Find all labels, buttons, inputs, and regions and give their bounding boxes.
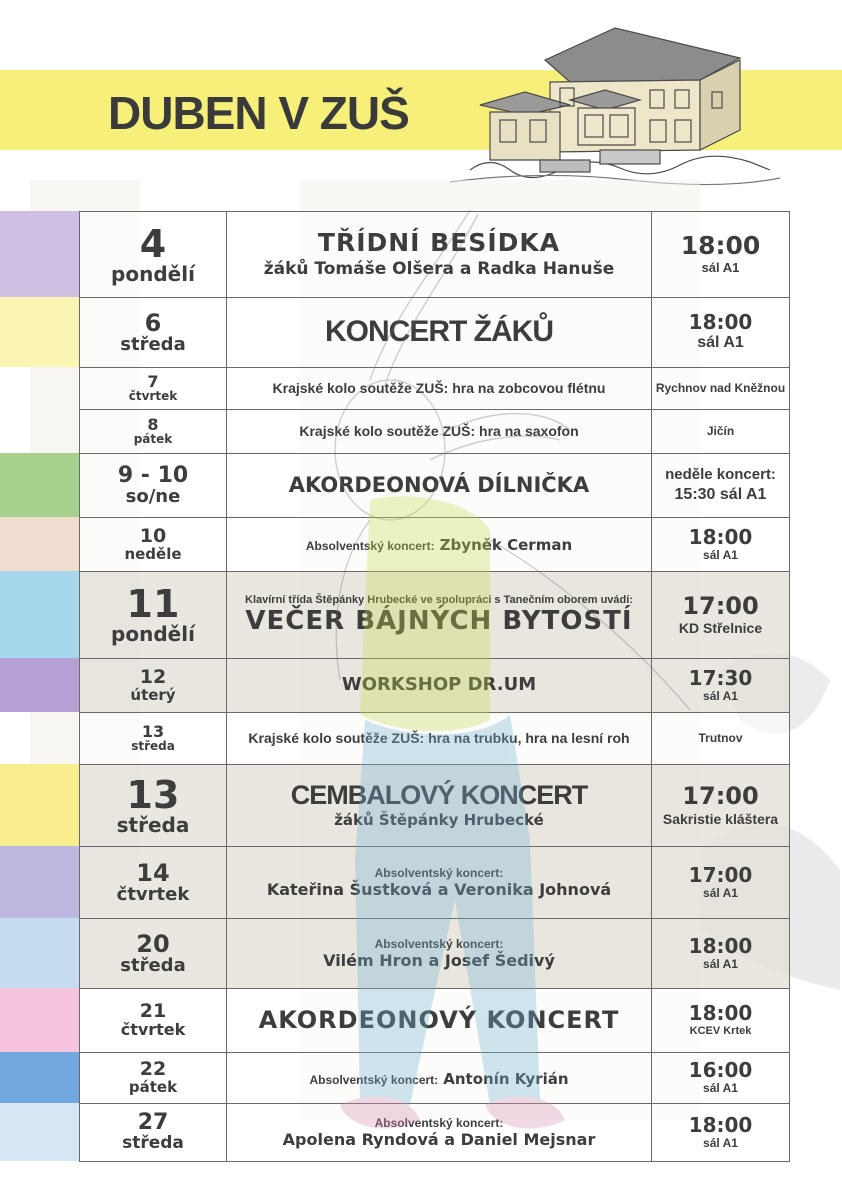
table-row <box>80 454 790 518</box>
event-time: 18:00 <box>688 310 753 335</box>
event-title: KONCERT ŽÁKŮ <box>325 315 553 349</box>
event-title: Vilém Hron a Josef Šedivý <box>323 951 555 971</box>
date-cell <box>80 847 227 919</box>
page-title: DUBEN V ZUŠ <box>108 87 409 139</box>
time-cell <box>652 212 790 298</box>
event-time: 17:30 <box>688 665 753 690</box>
color-strip <box>0 211 79 297</box>
event-day: so/ne <box>125 485 181 507</box>
event-cell <box>227 410 652 454</box>
event-cell <box>227 919 652 989</box>
event-date: 6 <box>144 308 162 337</box>
color-strip <box>0 658 79 712</box>
event-prefix: Absolventský koncert: <box>374 1115 504 1130</box>
color-strip <box>0 297 79 367</box>
time-cell <box>652 989 790 1053</box>
date-cell <box>80 1053 227 1104</box>
event-date: 27 <box>137 1110 169 1136</box>
event-date: 13 <box>126 772 180 817</box>
date-cell <box>80 212 227 298</box>
event-title: Antonín Kyrián <box>443 1069 569 1088</box>
color-strip <box>0 453 79 517</box>
date-cell <box>80 518 227 572</box>
table-row <box>80 212 790 298</box>
event-title: Kateřina Šustková a Veronika Johnová <box>266 880 612 900</box>
event-time: 17:00 <box>682 782 759 811</box>
event-time: neděle koncert: <box>665 466 776 484</box>
time-cell <box>652 572 790 659</box>
event-title: AKORDEONOVÁ DÍLNIČKA <box>288 473 590 498</box>
table-row <box>80 713 790 765</box>
event-title: Krajské kolo soutěže ZUŠ: hra na zobcovou flétnu <box>272 380 606 397</box>
time-cell <box>652 659 790 713</box>
event-date: 12 <box>139 665 167 688</box>
date-cell <box>80 659 227 713</box>
color-strip <box>0 764 79 846</box>
event-place: sál A1 <box>703 1135 738 1150</box>
event-cell <box>227 1104 652 1162</box>
event-place: sál A1 <box>703 547 738 562</box>
event-place: Rychnov nad Kněžnou <box>655 380 786 395</box>
time-cell <box>652 713 790 765</box>
table-row <box>80 659 790 713</box>
event-date: 11 <box>126 582 180 626</box>
table-row <box>80 1104 790 1162</box>
date-cell <box>80 765 227 847</box>
event-cell <box>227 659 652 713</box>
event-schedule-table <box>79 211 790 1162</box>
table-row <box>80 1053 790 1104</box>
event-cell <box>227 989 652 1053</box>
event-day: středa <box>120 954 186 976</box>
event-day: pátek <box>128 1078 178 1097</box>
time-cell <box>652 765 790 847</box>
event-time: 17:00 <box>688 862 753 887</box>
event-cell <box>227 518 652 572</box>
event-date: 13 <box>141 721 165 741</box>
event-date: 4 <box>139 221 167 266</box>
event-time: 18:00 <box>688 1112 753 1137</box>
event-place: Sakristie kláštera <box>662 810 779 827</box>
event-title: Krajské kolo soutěže ZUŠ: hra na saxofon <box>299 423 579 440</box>
color-strip <box>0 1052 79 1103</box>
event-subtitle: žáků Tomáše Olšera a Radka Hanuše <box>263 258 615 279</box>
event-place: sál A1 <box>703 688 738 703</box>
color-strip <box>0 571 79 658</box>
event-day: čtvrtek <box>128 388 178 403</box>
event-prefix: Klavírní třída Štěpánky Hrubecké ve spolupráci s Tanečním oborem uvádí: <box>245 593 633 606</box>
event-time: 18:00 <box>680 231 761 261</box>
time-cell <box>652 919 790 989</box>
date-cell <box>80 1104 227 1162</box>
event-date: 9 - 10 <box>117 462 189 488</box>
date-cell <box>80 410 227 454</box>
event-title: Zbyněk Cerman <box>439 536 573 554</box>
event-date: 14 <box>136 858 170 887</box>
event-cell <box>227 1053 652 1104</box>
event-date: 21 <box>139 1000 167 1023</box>
event-day: středa <box>122 1133 184 1154</box>
event-time: 18:00 <box>688 524 753 549</box>
event-place: 15:30 sál A1 <box>674 485 767 503</box>
time-cell <box>652 1104 790 1162</box>
table-row <box>80 919 790 989</box>
time-cell <box>652 847 790 919</box>
event-date: 22 <box>139 1058 167 1081</box>
event-date: 8 <box>147 414 159 434</box>
color-strip <box>0 1103 79 1161</box>
event-day: pondělí <box>111 261 195 286</box>
time-cell <box>652 298 790 368</box>
event-place: Trutnov <box>698 730 743 745</box>
date-cell <box>80 454 227 518</box>
color-strip <box>0 918 79 988</box>
table-row <box>80 765 790 847</box>
event-prefix: Absolventský koncert: <box>374 936 504 951</box>
date-cell <box>80 368 227 410</box>
event-title: VEČER BÁJNÝCH BYTOSTÍ <box>245 606 633 637</box>
event-day: středa <box>131 738 175 753</box>
event-cell <box>227 212 652 298</box>
event-cell <box>227 713 652 765</box>
event-place: sál A1 <box>701 259 740 275</box>
event-place: sál A1 <box>697 334 744 352</box>
event-subtitle: žáků Štěpánky Hrubecké <box>334 811 544 830</box>
time-cell <box>652 410 790 454</box>
color-strip <box>0 988 79 1052</box>
event-time: 17:00 <box>682 591 759 620</box>
event-day: pondělí <box>111 622 195 646</box>
event-place: Jičín <box>706 423 735 438</box>
event-day: středa <box>116 812 190 837</box>
event-date: 20 <box>136 929 170 958</box>
event-cell <box>227 847 652 919</box>
date-cell <box>80 919 227 989</box>
event-prefix: Absolventský koncert: <box>374 865 504 880</box>
event-prefix: Absolventský koncert: <box>309 1072 439 1087</box>
event-place: sál A1 <box>703 956 738 971</box>
time-cell <box>652 1053 790 1104</box>
time-cell <box>652 454 790 518</box>
color-strip <box>0 846 79 918</box>
event-title: Krajské kolo soutěže ZUŠ: hra na trubku, hra na lesní roh <box>248 730 630 747</box>
event-title: Apolena Ryndová a Daniel Mejsnar <box>282 1130 596 1150</box>
table-row <box>80 572 790 659</box>
event-day: neděle <box>124 544 182 563</box>
event-title: TŘÍDNÍ BESÍDKA <box>317 228 561 258</box>
table-row <box>80 847 790 919</box>
table-row <box>80 368 790 410</box>
event-time: 18:00 <box>688 933 753 958</box>
color-strip <box>0 517 79 571</box>
event-date: 7 <box>147 371 159 391</box>
event-date: 10 <box>139 524 167 547</box>
event-title: AKORDEONOVÝ KONCERT <box>258 1005 620 1034</box>
date-cell <box>80 298 227 368</box>
table-row <box>80 518 790 572</box>
table-row <box>80 410 790 454</box>
event-place: sál A1 <box>703 1081 738 1096</box>
date-cell <box>80 713 227 765</box>
time-cell <box>652 368 790 410</box>
event-time: 16:00 <box>688 1058 753 1083</box>
event-cell <box>227 765 652 847</box>
event-title: WORKSHOP DR.UM <box>341 674 537 696</box>
event-day: úterý <box>130 685 176 704</box>
event-title: CEMBALOVÝ KONCERT <box>290 780 588 811</box>
table-row <box>80 989 790 1053</box>
event-day: čtvrtek <box>116 883 190 905</box>
event-day: středa <box>120 333 186 355</box>
table-row <box>80 298 790 368</box>
event-place: sál A1 <box>703 885 738 900</box>
event-day: čtvrtek <box>120 1020 186 1040</box>
event-cell <box>227 368 652 410</box>
event-day: pátek <box>133 431 173 446</box>
date-cell <box>80 989 227 1053</box>
event-prefix: Absolventský koncert: <box>305 539 435 553</box>
time-cell <box>652 518 790 572</box>
date-cell <box>80 572 227 659</box>
event-cell <box>227 572 652 659</box>
event-place: KD Střelnice <box>678 620 763 637</box>
event-cell <box>227 454 652 518</box>
event-time: 18:00 <box>688 1001 753 1026</box>
event-place: KCEV Krtek <box>689 1025 752 1038</box>
event-cell <box>227 298 652 368</box>
